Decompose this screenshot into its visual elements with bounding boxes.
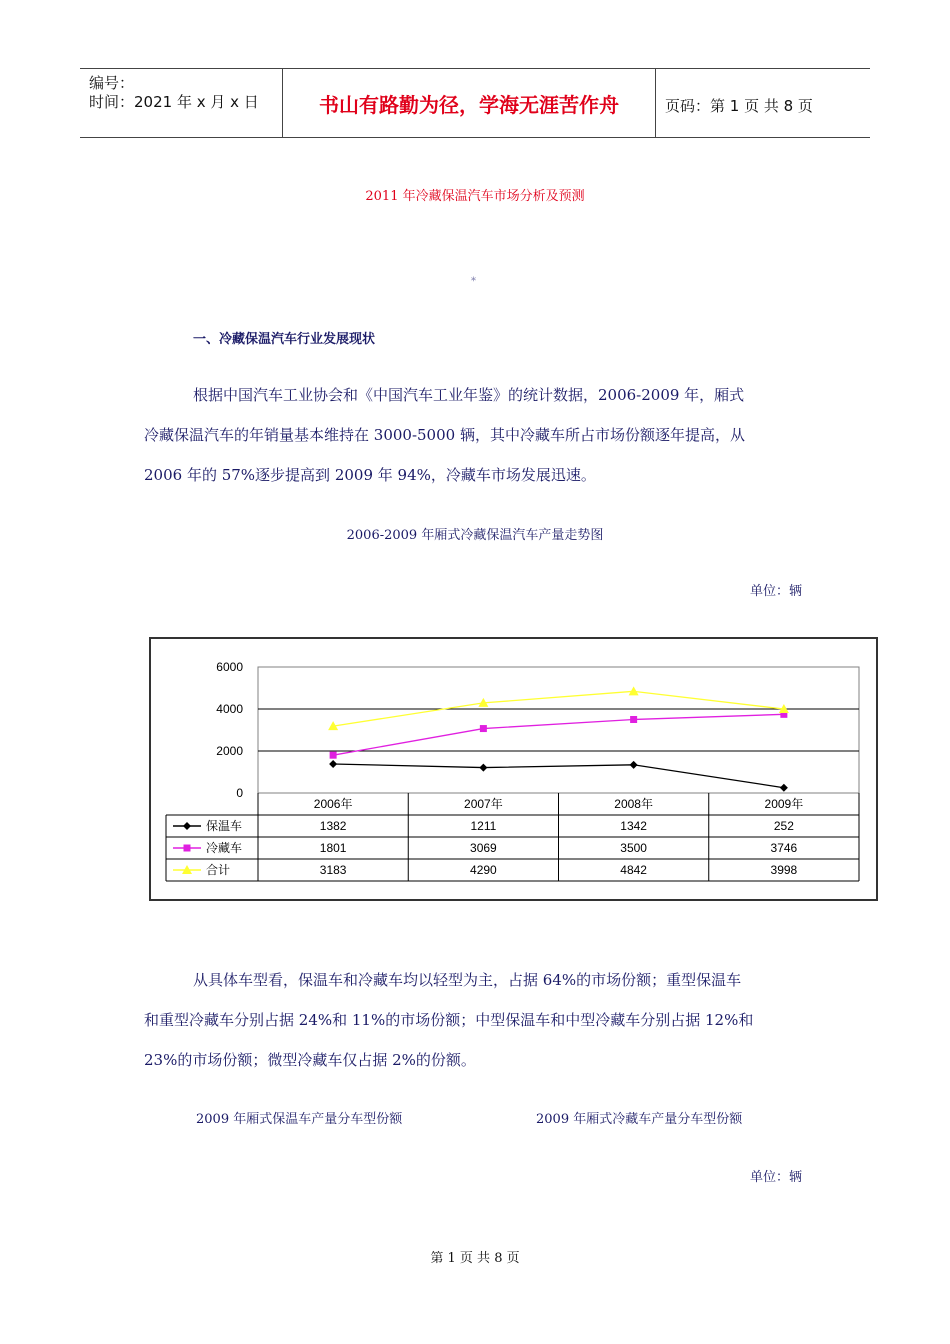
paragraph-2-line-1: 从具体车型看，保温车和冷藏车均以轻型为主，占据 64%的市场份额；重型保温车 xyxy=(193,971,742,989)
series-2-legend-marker xyxy=(184,845,191,852)
series-2-table-value: 1801 xyxy=(319,841,347,855)
series-1-table-value: 1211 xyxy=(470,819,497,833)
y-tick-label: 2000 xyxy=(216,744,243,758)
y-tick-label: 0 xyxy=(236,786,243,800)
number-label: 编号： xyxy=(89,74,135,92)
series-1-table-value: 1342 xyxy=(620,819,647,833)
time-label: 时间：2021 年 x 月 x 日 xyxy=(89,93,259,111)
x-category-label: 2008年 xyxy=(614,797,653,811)
series-1-table-value: 1382 xyxy=(319,819,347,833)
header-page-cell xyxy=(656,69,870,137)
paragraph-1-line-3: 2006 年的 57%逐步提高到 2009 年 94%，冷藏车市场发展迅速。 xyxy=(144,466,596,484)
series-2-point xyxy=(630,716,637,723)
unit-label: 单位：辆 xyxy=(750,584,803,599)
document-title: 2011 年冷藏保温汽车市场分析及预测 xyxy=(365,189,585,204)
x-category-label: 2009年 xyxy=(764,797,804,811)
chart-caption: 2006-2009 年厢式冷藏保温汽车产量走势图 xyxy=(346,528,604,543)
series-3-table-value: 3183 xyxy=(319,863,347,877)
series-1-legend-marker xyxy=(183,822,191,830)
paragraph-2-line-3: 23%的市场份额；微型冷藏车仅占据 2%的份额。 xyxy=(144,1051,476,1069)
caption-insulated-share: 2009 年厢式保温车产量分车型份额 xyxy=(196,1112,403,1127)
unit-label-2: 单位：辆 xyxy=(750,1170,803,1185)
page-footer: 第 1 页 共 8 页 xyxy=(430,1251,520,1266)
series-3-legend-label: 合计 xyxy=(206,863,231,877)
series-2-table-value: 3069 xyxy=(470,841,497,855)
motto: 书山有路勤为径，学海无涯苦作舟 xyxy=(319,93,619,117)
production-trend-chart xyxy=(149,637,878,901)
separator-dot: * xyxy=(471,276,476,287)
series-1-table-value: 252 xyxy=(773,819,794,833)
caption-refrigerated-share: 2009 年厢式冷藏车产量分车型份额 xyxy=(536,1112,743,1127)
x-category-label: 2007年 xyxy=(464,797,503,811)
header-motto-cell xyxy=(283,69,656,137)
series-3-table-value: 4842 xyxy=(620,863,647,877)
series-3-table-value: 4290 xyxy=(470,863,497,877)
paragraph-2-line-2: 和重型冷藏车分别占据 24%和 11%的市场份额；中型保温车和中型冷藏车分别占据 12%和 xyxy=(144,1011,754,1029)
series-2-point xyxy=(330,752,337,759)
series-2-table-value: 3500 xyxy=(620,841,647,855)
section-heading: 一、冷藏保温汽车行业发展现状 xyxy=(193,332,376,347)
header-table xyxy=(80,68,870,138)
series-3-table-value: 3998 xyxy=(770,863,798,877)
y-tick-label: 6000 xyxy=(216,660,243,674)
header-left-cell xyxy=(80,69,283,137)
series-2-table-value: 3746 xyxy=(770,841,798,855)
paragraph-1-line-2: 冷藏保温汽车的年销量基本维持在 3000-5000 辆，其中冷藏车所占市场份额逐年提高，从 xyxy=(144,426,745,444)
paragraph-1-line-1: 根据中国汽车工业协会和《中国汽车工业年鉴》的统计数据，2006-2009 年，厢式 xyxy=(193,386,745,404)
chart-svg xyxy=(151,639,876,899)
page-info: 页码：第 1 页 共 8 页 xyxy=(665,97,813,115)
series-1-legend-label: 保温车 xyxy=(206,819,243,833)
x-category-label: 2006年 xyxy=(313,797,353,811)
plot-area xyxy=(258,667,859,793)
series-2-point xyxy=(480,725,487,732)
y-tick-label: 4000 xyxy=(216,702,243,716)
series-2-legend-label: 冷藏车 xyxy=(206,841,243,855)
